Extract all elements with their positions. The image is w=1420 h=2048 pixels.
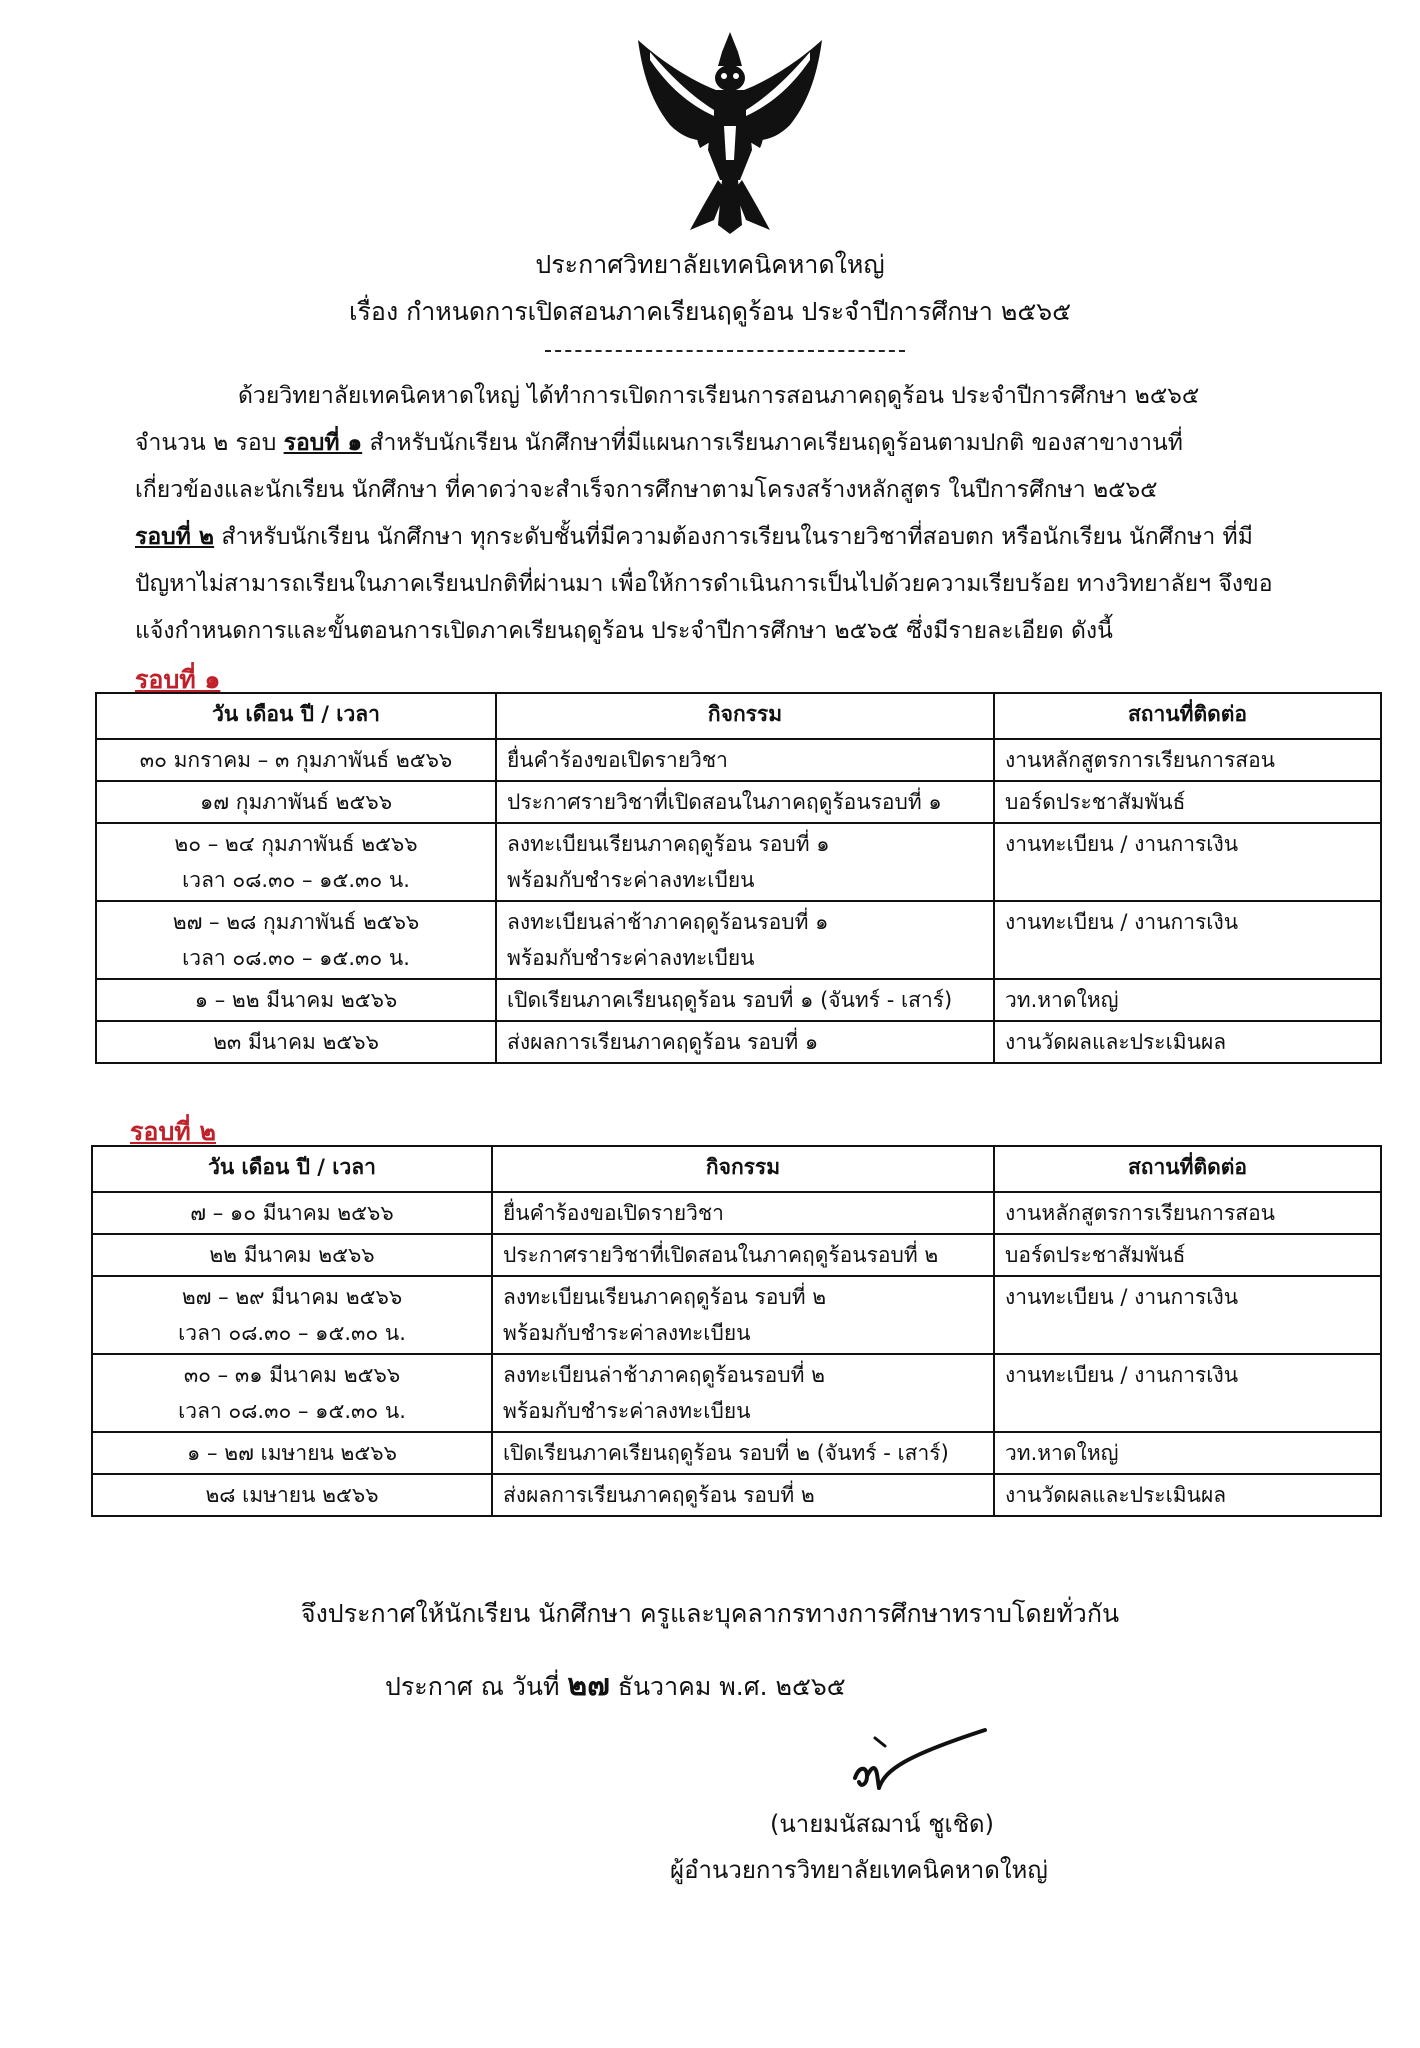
activity-cell (496, 979, 994, 1021)
date-cell (96, 1021, 496, 1063)
date-cell-text: ๓๐ มกราคม – ๓ กุมภาพันธ์ ๒๕๖๖ (139, 748, 453, 772)
activity-cell-text: ยื่นคำร้องขอเปิดรายวิชา (507, 748, 728, 772)
round-1-schedule-table (95, 692, 1382, 1064)
contact-cell (994, 1354, 1381, 1432)
table-row (96, 979, 1381, 1021)
activity-cell (492, 1192, 994, 1234)
intro-line-2-a: จำนวน ๒ รอบ (135, 430, 284, 456)
contact-cell-text: งานวัดผลและประเมินผล (1005, 1030, 1227, 1054)
date-cell-text: ๑ – ๒๒ มีนาคม ๒๕๖๖ (194, 988, 398, 1012)
table-header-row (96, 693, 1381, 739)
date-cell-text: ๑๗ กุมภาพันธ์ ๒๕๖๖ (199, 790, 393, 814)
activity-cell-text: ลงทะเบียนล่าช้าภาคฤดูร้อนรอบที่ ๑ (507, 910, 829, 934)
activity-cell-text: ส่งผลการเรียนภาคฤดูร้อน รอบที่ ๑ (507, 1030, 819, 1054)
activity-cell-text: ลงทะเบียนเรียนภาคฤดูร้อน รอบที่ ๒ (503, 1285, 827, 1309)
contact-cell (994, 1474, 1381, 1516)
date-cell-text: ๗ – ๑๐ มีนาคม ๒๕๖๖ (190, 1201, 394, 1225)
intro-line-1: ด้วยวิทยาลัยเทคนิคหาดใหญ่ ได้ทำการเปิดการเรียนการสอนภาคฤดูร้อน ประจำปีการศึกษา ๒๕๖๕ (238, 383, 1200, 409)
table-row (92, 1354, 1381, 1432)
intro-line-6: แจ้งกำหนดการและขั้นตอนการเปิดภาคเรียนฤดูร้อน ประจำปีการศึกษา ๒๕๖๕ ซึ่งมีรายละเอียด ดังนี้ (135, 618, 1113, 644)
round-2-label: รอบที่ ๒ (130, 1117, 216, 1146)
date-cell-text: เวลา ๐๘.๓๐ – ๑๕.๓๐ น. (178, 1399, 406, 1423)
table-row (96, 1021, 1381, 1063)
announcement-date-prefix: ประกาศ ณ วันที่ (385, 1672, 568, 1701)
activity-cell-text: ประกาศรายวิชาที่เปิดสอนในภาคฤดูร้อนรอบที่ ๑ (507, 790, 942, 814)
intro-round1-ref: รอบที่ ๑ (283, 430, 363, 456)
round-2-schedule-table (91, 1145, 1382, 1517)
date-cell-text: ๒๓ มีนาคม ๒๕๖๖ (213, 1030, 379, 1054)
table-row (92, 1432, 1381, 1474)
date-cell (92, 1474, 492, 1516)
date-cell (92, 1192, 492, 1234)
contact-cell (994, 1192, 1381, 1234)
contact-cell (994, 823, 1381, 901)
table-row (96, 823, 1381, 901)
activity-cell (492, 1354, 994, 1432)
closing-statement: จึงประกาศให้นักเรียน นักศึกษา ครูและบุคลากรทางการศึกษาทราบโดยทั่วกัน (300, 1599, 1120, 1628)
signatory-name: (นายมนัสฌาน์ ชูเชิด) (770, 1810, 994, 1838)
contact-cell (994, 901, 1381, 979)
activity-cell-text: ส่งผลการเรียนภาคฤดูร้อน รอบที่ ๒ (503, 1483, 815, 1507)
activity-cell (492, 1276, 994, 1354)
intro-line-3: เกี่ยวข้องและนักเรียน นักศึกษา ที่คาดว่าจะสำเร็จการศึกษาตามโครงสร้างหลักสูตร ในปีการศึกษา ๒๕๖๕ (135, 477, 1158, 503)
activity-cell (492, 1234, 994, 1276)
date-cell-text: ๒๒ มีนาคม ๒๕๖๖ (209, 1243, 375, 1267)
contact-cell-text: วท.หาดใหญ่ (1005, 988, 1119, 1012)
date-cell (92, 1276, 492, 1354)
contact-cell-text: งานวัดผลและประเมินผล (1005, 1483, 1227, 1507)
table-row (96, 901, 1381, 979)
announcement-date-suffix: ธันวาคม พ.ศ. ๒๕๖๕ (609, 1672, 846, 1701)
activity-cell (496, 739, 994, 781)
activity-cell (496, 781, 994, 823)
activity-cell-text: พร้อมกับชำระค่าลงทะเบียน (503, 1321, 751, 1345)
activity-cell-text: พร้อมกับชำระค่าลงทะเบียน (507, 946, 755, 970)
activity-cell-text: พร้อมกับชำระค่าลงทะเบียน (503, 1399, 751, 1423)
column-header-contact: สถานที่ติดต่อ (994, 693, 1381, 739)
round-1-label: รอบที่ ๑ (135, 665, 221, 694)
activity-cell-text: ลงทะเบียนเรียนภาคฤดูร้อน รอบที่ ๑ (507, 832, 830, 856)
contact-cell-text: งานหลักสูตรการเรียนการสอน (1005, 1201, 1276, 1225)
table-row (92, 1474, 1381, 1516)
intro-line-4 (135, 521, 1325, 554)
contact-cell-text: บอร์ดประชาสัมพันธ์ (1005, 790, 1186, 814)
activity-cell-text: เปิดเรียนภาคเรียนฤดูร้อน รอบที่ ๒ (จันทร์ - เสาร์) (503, 1441, 949, 1465)
contact-cell (994, 739, 1381, 781)
table-row (92, 1276, 1381, 1354)
signatory-title: ผู้อำนวยการวิทยาลัยเทคนิคหาดใหญ่ (670, 1856, 1048, 1884)
table-row (92, 1192, 1381, 1234)
intro-round2-ref: รอบที่ ๒ (135, 524, 215, 550)
announcement-day: ๒๗ (567, 1668, 610, 1703)
date-cell-text: ๒๗ – ๒๙ มีนาคม ๒๕๖๖ (181, 1285, 403, 1309)
column-header-contact: สถานที่ติดต่อ (994, 1146, 1381, 1192)
date-cell (96, 901, 496, 979)
column-header-date: วัน เดือน ปี / เวลา (96, 693, 496, 739)
signature-mark (845, 1718, 995, 1808)
announcement-subject: เรื่อง กำหนดการเปิดสอนภาคเรียนฤดูร้อน ประจำปีการศึกษา ๒๕๖๕ (348, 297, 1072, 326)
activity-cell (492, 1432, 994, 1474)
activity-cell-text: ประกาศรายวิชาที่เปิดสอนในภาคฤดูร้อนรอบที่ ๒ (503, 1243, 939, 1267)
announcement-date (385, 1662, 846, 1709)
date-cell (96, 979, 496, 1021)
date-cell-text: ๒๗ – ๒๘ กุมภาพันธ์ ๒๕๖๖ (172, 910, 420, 934)
contact-cell-text: งานทะเบียน / งานการเงิน (1005, 832, 1239, 856)
intro-line-2-c: สำหรับนักเรียน นักศึกษาที่มีแผนการเรียนภาคเรียนฤดูร้อนตามปกติ ของสาขางานที่ (362, 430, 1183, 456)
announcement-title: ประกาศวิทยาลัยเทคนิคหาดใหญ่ (535, 250, 885, 279)
date-cell (96, 739, 496, 781)
date-cell-text: เวลา ๐๘.๓๐ – ๑๕.๓๐ น. (182, 868, 410, 892)
table-header-row (92, 1146, 1381, 1192)
date-cell-text: ๒๘ เมษายน ๒๕๖๖ (205, 1483, 379, 1507)
garuda-emblem-icon (630, 30, 830, 235)
table-row (96, 781, 1381, 823)
date-cell (92, 1432, 492, 1474)
contact-cell (994, 1234, 1381, 1276)
contact-cell (994, 979, 1381, 1021)
contact-cell-text: งานทะเบียน / งานการเงิน (1005, 1363, 1239, 1387)
column-header-date: วัน เดือน ปี / เวลา (92, 1146, 492, 1192)
date-cell (92, 1234, 492, 1276)
date-cell-text: ๒๐ – ๒๔ กุมภาพันธ์ ๒๕๖๖ (174, 832, 418, 856)
contact-cell (994, 1276, 1381, 1354)
date-cell-text: ๓๐ – ๓๑ มีนาคม ๒๕๖๖ (183, 1363, 401, 1387)
activity-cell-text: พร้อมกับชำระค่าลงทะเบียน (507, 868, 755, 892)
date-cell (92, 1354, 492, 1432)
activity-cell (496, 823, 994, 901)
date-cell (96, 823, 496, 901)
contact-cell (994, 1021, 1381, 1063)
activity-cell (496, 901, 994, 979)
contact-cell (994, 1432, 1381, 1474)
date-cell-text: เวลา ๐๘.๓๐ – ๑๕.๓๐ น. (178, 1321, 406, 1345)
contact-cell (994, 781, 1381, 823)
contact-cell-text: งานทะเบียน / งานการเงิน (1005, 1285, 1239, 1309)
intro-line-4-b: สำหรับนักเรียน นักศึกษา ทุกระดับชั้นที่มีความต้องการเรียนในรายวิชาที่สอบตก หรือนักเรียน นักศึกษา ที่มี (214, 524, 1253, 550)
contact-cell-text: บอร์ดประชาสัมพันธ์ (1005, 1243, 1186, 1267)
contact-cell-text: งานทะเบียน / งานการเงิน (1005, 910, 1239, 934)
column-header-activity: กิจกรรม (492, 1146, 994, 1192)
table-row (92, 1234, 1381, 1276)
contact-cell-text: งานหลักสูตรการเรียนการสอน (1005, 748, 1276, 772)
date-cell (96, 781, 496, 823)
activity-cell-text: ลงทะเบียนล่าช้าภาคฤดูร้อนรอบที่ ๒ (503, 1363, 825, 1387)
header-divider (545, 350, 905, 352)
activity-cell-text: ยื่นคำร้องขอเปิดรายวิชา (503, 1201, 724, 1225)
intro-line-2 (135, 427, 1325, 460)
activity-cell (492, 1474, 994, 1516)
activity-cell (496, 1021, 994, 1063)
activity-cell-text: เปิดเรียนภาคเรียนฤดูร้อน รอบที่ ๑ (จันทร์ - เสาร์) (507, 988, 953, 1012)
table-row (96, 739, 1381, 781)
contact-cell-text: วท.หาดใหญ่ (1005, 1441, 1119, 1465)
intro-line-5: ปัญหาไม่สามารถเรียนในภาคเรียนปกติที่ผ่านมา เพื่อให้การดำเนินการเป็นไปด้วยความเรียบร้อย ทางวิทยาลัยฯ จึงขอ (135, 571, 1273, 597)
date-cell-text: เวลา ๐๘.๓๐ – ๑๕.๓๐ น. (182, 946, 410, 970)
date-cell-text: ๑ – ๒๗ เมษายน ๒๕๖๖ (187, 1441, 397, 1465)
column-header-activity: กิจกรรม (496, 693, 994, 739)
